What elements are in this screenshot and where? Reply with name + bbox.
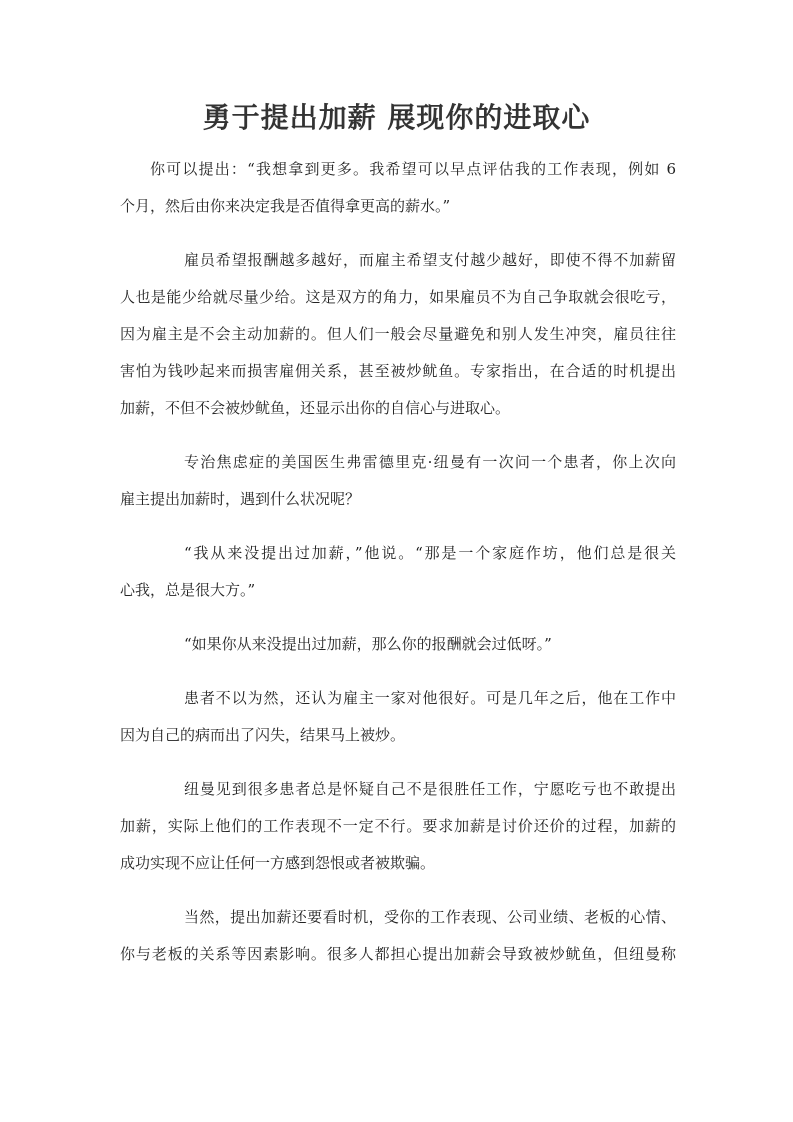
text-line: 当然，提出加薪还要看时机，受你的工作表现、公司业绩、老板的心情、 [184,908,676,926]
paragraph [120,771,676,882]
paragraph [120,151,676,225]
text-line: 害怕为钱吵起来而损害雇佣关系，甚至被炒鱿鱼。专家指出，在合适的时机提出 [120,362,676,380]
text-line: 雇员希望报酬越多越好，而雇主希望支付越少越好，即使不得不加薪留 [184,251,676,269]
paragraph [120,444,676,518]
page-title: 勇于提出加薪 展现你的进取心 [202,101,591,134]
text-line: 你可以提出：“我想拿到更多。我希望可以早点评估我的工作表现，例如 6 [150,160,676,178]
text-line: 因为雇主是不会主动加薪的。但人们一般会尽量避免和别人发生冲突，雇员往往 [120,325,676,343]
text-line: 专治焦虑症的美国医生弗雷德里克·纽曼有一次问一个患者，你上次向 [184,453,676,471]
text-line: “如果你从来没提出过加薪，那么你的报酬就会过低呀。” [184,635,552,653]
paragraph [120,626,676,663]
text-line: “我从来没提出过加薪，”他说。“那是一个家庭作坊，他们总是很关 [184,544,676,562]
text-line: 加薪，实际上他们的工作表现不一定不行。要求加薪是讨价还价的过程，加薪的 [120,817,676,835]
paragraph [120,242,676,427]
text-line: 加薪，不但不会被炒鱿鱼，还显示出你的自信心与进取心。 [120,399,511,417]
text-line: 雇主提出加薪时，遇到什么状况呢？ [120,490,361,508]
text-line: 患者不以为然，还认为雇主一家对他很好。可是几年之后，他在工作中 [184,689,676,707]
text-line: 你与老板的关系等因素影响。很多人都担心提出加薪会导致被炒鱿鱼，但纽曼称 [120,945,676,963]
text-line: 个月，然后由你来决定我是否值得拿更高的薪水。” [120,197,451,215]
paragraph [120,899,676,973]
paragraph [120,535,676,609]
paragraph [120,680,676,754]
text-line: 人也是能少给就尽量少给。这是双方的角力，如果雇员不为自己争取就会很吃亏， [120,288,676,306]
text-line: 因为自己的病而出了闪失，结果马上被炒。 [120,726,406,744]
document-body [120,151,676,990]
text-line: 纽曼见到很多患者总是怀疑自己不是很胜任工作，宁愿吃亏也不敢提出 [184,780,676,798]
text-line: 成功实现不应让任何一方感到怨恨或者被欺骗。 [120,854,436,872]
text-line: 心我，总是很大方。” [120,581,256,599]
